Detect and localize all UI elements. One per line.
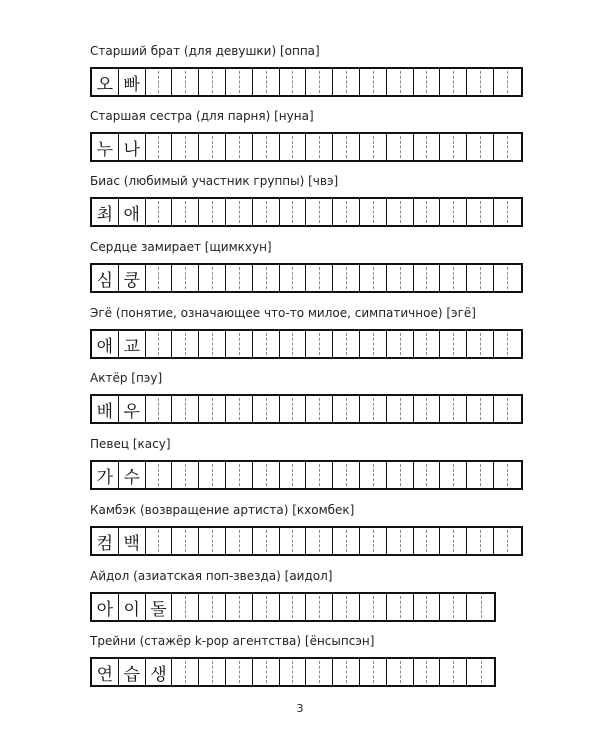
- vocab-label: Камбэк (возвращение артиста) [кхомбек]: [90, 503, 355, 517]
- practice-cell[interactable]: [414, 659, 441, 685]
- practice-cell[interactable]: [280, 331, 307, 357]
- vocab-entry: [90, 569, 496, 622]
- practice-cell[interactable]: [226, 528, 253, 554]
- practice-cell[interactable]: [360, 331, 387, 357]
- writing-grid: [90, 197, 523, 227]
- vocab-entry: [90, 240, 523, 293]
- practice-cell[interactable]: [414, 528, 441, 554]
- practice-cell[interactable]: [253, 331, 280, 357]
- practice-cell[interactable]: [306, 331, 333, 357]
- practice-cell[interactable]: [146, 134, 173, 160]
- vocab-entry: [90, 437, 523, 490]
- vocab-label: Биас (любимый участник группы) [чвэ]: [90, 174, 339, 188]
- practice-cell[interactable]: [172, 528, 199, 554]
- hangul-char-cell: 애: [119, 199, 146, 225]
- practice-cell[interactable]: [146, 69, 173, 95]
- practice-cell[interactable]: [306, 594, 333, 620]
- hangul-char-cell: 심: [92, 265, 119, 291]
- practice-cell[interactable]: [172, 69, 199, 95]
- writing-grid: [90, 460, 523, 490]
- practice-cell[interactable]: [414, 199, 441, 225]
- practice-cell[interactable]: [333, 199, 360, 225]
- practice-cell[interactable]: [360, 462, 387, 488]
- hangul-char-cell: 오: [92, 69, 119, 95]
- hangul-char-cell: 가: [92, 462, 119, 488]
- practice-cell[interactable]: [360, 199, 387, 225]
- practice-cell[interactable]: [494, 265, 521, 291]
- vocab-label: Сердце замирает [щимкхун]: [90, 240, 272, 254]
- practice-cell[interactable]: [440, 659, 467, 685]
- practice-cell[interactable]: [494, 69, 521, 95]
- practice-cell[interactable]: [306, 659, 333, 685]
- practice-cell[interactable]: [494, 134, 521, 160]
- hangul-char-cell: 배: [92, 396, 119, 422]
- practice-cell[interactable]: [253, 69, 280, 95]
- practice-cell[interactable]: [306, 396, 333, 422]
- hangul-char-cell: 백: [119, 528, 146, 554]
- practice-cell[interactable]: [199, 462, 226, 488]
- practice-cell[interactable]: [199, 265, 226, 291]
- vocab-label: Эгё (понятие, означающее что-то милое, симпатичное) [эгё]: [90, 306, 476, 320]
- writing-grid: [90, 526, 523, 556]
- practice-cell[interactable]: [467, 396, 494, 422]
- practice-cell[interactable]: [387, 396, 414, 422]
- practice-cell[interactable]: [306, 69, 333, 95]
- hangul-char-cell: 우: [119, 396, 146, 422]
- vocab-entry: [90, 503, 523, 556]
- vocab-entry: [90, 306, 523, 359]
- writing-grid: [90, 592, 496, 622]
- practice-cell[interactable]: [414, 265, 441, 291]
- practice-cell[interactable]: [440, 396, 467, 422]
- practice-cell[interactable]: [440, 134, 467, 160]
- practice-cell[interactable]: [280, 462, 307, 488]
- practice-cell[interactable]: [172, 265, 199, 291]
- writing-grid: [90, 394, 523, 424]
- hangul-char-cell: 습: [119, 659, 146, 685]
- practice-cell[interactable]: [146, 528, 173, 554]
- practice-cell[interactable]: [146, 396, 173, 422]
- practice-cell[interactable]: [494, 528, 521, 554]
- practice-cell[interactable]: [253, 462, 280, 488]
- practice-cell[interactable]: [226, 199, 253, 225]
- practice-cell[interactable]: [494, 199, 521, 225]
- vocab-label: Актёр [пэу]: [90, 371, 163, 385]
- practice-cell[interactable]: [333, 528, 360, 554]
- practice-cell[interactable]: [440, 265, 467, 291]
- practice-cell[interactable]: [280, 528, 307, 554]
- practice-cell[interactable]: [414, 69, 441, 95]
- practice-cell[interactable]: [387, 331, 414, 357]
- practice-cell[interactable]: [280, 396, 307, 422]
- practice-cell[interactable]: [467, 199, 494, 225]
- practice-cell[interactable]: [172, 396, 199, 422]
- practice-cell[interactable]: [440, 594, 467, 620]
- practice-cell[interactable]: [253, 528, 280, 554]
- vocab-entry: [90, 371, 523, 424]
- writing-grid: [90, 67, 523, 97]
- hangul-char-cell: 빠: [119, 69, 146, 95]
- practice-cell[interactable]: [199, 331, 226, 357]
- practice-cell[interactable]: [226, 265, 253, 291]
- practice-cell[interactable]: [253, 594, 280, 620]
- practice-cell[interactable]: [172, 462, 199, 488]
- practice-cell[interactable]: [467, 134, 494, 160]
- practice-cell[interactable]: [146, 199, 173, 225]
- practice-cell[interactable]: [172, 134, 199, 160]
- practice-cell[interactable]: [172, 659, 199, 685]
- practice-cell[interactable]: [387, 659, 414, 685]
- practice-cell[interactable]: [387, 594, 414, 620]
- practice-cell[interactable]: [467, 659, 494, 685]
- practice-cell[interactable]: [172, 331, 199, 357]
- practice-cell[interactable]: [333, 659, 360, 685]
- vocab-label: Трейни (стажёр k-pop агентства) [ёнсыпсэн]: [90, 634, 375, 648]
- hangul-char-cell: 최: [92, 199, 119, 225]
- hangul-char-cell: 돌: [146, 594, 173, 620]
- practice-cell[interactable]: [360, 265, 387, 291]
- practice-cell[interactable]: [172, 594, 199, 620]
- practice-cell[interactable]: [494, 331, 521, 357]
- practice-cell[interactable]: [199, 528, 226, 554]
- hangul-char-cell: 교: [119, 331, 146, 357]
- vocab-entry: [90, 634, 496, 687]
- practice-cell[interactable]: [146, 265, 173, 291]
- practice-cell[interactable]: [306, 462, 333, 488]
- practice-cell[interactable]: [280, 265, 307, 291]
- practice-cell[interactable]: [253, 265, 280, 291]
- practice-cell[interactable]: [146, 462, 173, 488]
- practice-cell[interactable]: [360, 69, 387, 95]
- writing-grid: [90, 657, 496, 687]
- hangul-char-cell: 이: [119, 594, 146, 620]
- practice-cell[interactable]: [333, 69, 360, 95]
- hangul-char-cell: 수: [119, 462, 146, 488]
- vocab-label: Певец [касу]: [90, 437, 171, 451]
- practice-cell[interactable]: [199, 199, 226, 225]
- practice-cell[interactable]: [306, 134, 333, 160]
- practice-cell[interactable]: [440, 528, 467, 554]
- hangul-char-cell: 나: [119, 134, 146, 160]
- practice-cell[interactable]: [146, 331, 173, 357]
- page-number: 3: [296, 702, 304, 715]
- practice-cell[interactable]: [253, 134, 280, 160]
- practice-cell[interactable]: [226, 331, 253, 357]
- vocab-label: Старшая сестра (для парня) [нуна]: [90, 109, 314, 123]
- practice-cell[interactable]: [387, 199, 414, 225]
- practice-cell[interactable]: [360, 659, 387, 685]
- practice-cell[interactable]: [333, 396, 360, 422]
- practice-cell[interactable]: [414, 462, 441, 488]
- practice-cell[interactable]: [172, 199, 199, 225]
- practice-cell[interactable]: [360, 594, 387, 620]
- practice-cell[interactable]: [387, 462, 414, 488]
- writing-grid: [90, 329, 523, 359]
- practice-cell[interactable]: [387, 134, 414, 160]
- practice-cell[interactable]: [226, 396, 253, 422]
- practice-cell[interactable]: [440, 462, 467, 488]
- practice-cell[interactable]: [414, 396, 441, 422]
- practice-cell[interactable]: [226, 462, 253, 488]
- vocab-label: Старший брат (для девушки) [оппа]: [90, 44, 320, 58]
- practice-cell[interactable]: [467, 69, 494, 95]
- practice-cell[interactable]: [387, 528, 414, 554]
- practice-cell[interactable]: [280, 199, 307, 225]
- practice-cell[interactable]: [360, 134, 387, 160]
- practice-cell[interactable]: [280, 594, 307, 620]
- practice-cell[interactable]: [333, 331, 360, 357]
- vocab-entry: [90, 44, 523, 97]
- hangul-char-cell: 연: [92, 659, 119, 685]
- practice-cell[interactable]: [226, 69, 253, 95]
- practice-cell[interactable]: [440, 331, 467, 357]
- practice-cell[interactable]: [199, 396, 226, 422]
- hangul-char-cell: 쿵: [119, 265, 146, 291]
- practice-cell[interactable]: [414, 331, 441, 357]
- practice-cell[interactable]: [440, 199, 467, 225]
- writing-grid: [90, 132, 523, 162]
- practice-cell[interactable]: [414, 134, 441, 160]
- practice-cell[interactable]: [467, 331, 494, 357]
- vocab-entry: [90, 109, 523, 162]
- practice-cell[interactable]: [253, 396, 280, 422]
- hangul-char-cell: 누: [92, 134, 119, 160]
- practice-cell[interactable]: [199, 69, 226, 95]
- practice-cell[interactable]: [387, 69, 414, 95]
- practice-cell[interactable]: [333, 134, 360, 160]
- vocab-label: Айдол (азиатская поп-звезда) [аидол]: [90, 569, 333, 583]
- practice-cell[interactable]: [226, 659, 253, 685]
- practice-cell[interactable]: [333, 594, 360, 620]
- practice-cell[interactable]: [306, 528, 333, 554]
- practice-cell[interactable]: [199, 594, 226, 620]
- practice-cell[interactable]: [333, 462, 360, 488]
- practice-cell[interactable]: [360, 396, 387, 422]
- practice-cell[interactable]: [440, 69, 467, 95]
- practice-cell[interactable]: [280, 659, 307, 685]
- practice-cell[interactable]: [414, 594, 441, 620]
- vocab-entry: [90, 174, 523, 227]
- practice-cell[interactable]: [467, 462, 494, 488]
- hangul-char-cell: 생: [146, 659, 173, 685]
- practice-cell[interactable]: [306, 199, 333, 225]
- practice-cell[interactable]: [226, 134, 253, 160]
- practice-cell[interactable]: [280, 69, 307, 95]
- writing-grid: [90, 263, 523, 293]
- practice-cell[interactable]: [253, 659, 280, 685]
- practice-cell[interactable]: [360, 528, 387, 554]
- practice-cell[interactable]: [226, 594, 253, 620]
- hangul-char-cell: 아: [92, 594, 119, 620]
- practice-cell[interactable]: [494, 396, 521, 422]
- practice-cell[interactable]: [199, 659, 226, 685]
- hangul-char-cell: 컴: [92, 528, 119, 554]
- practice-cell[interactable]: [387, 265, 414, 291]
- practice-cell[interactable]: [467, 265, 494, 291]
- practice-cell[interactable]: [199, 134, 226, 160]
- hangul-char-cell: 애: [92, 331, 119, 357]
- practice-cell[interactable]: [280, 134, 307, 160]
- practice-cell[interactable]: [467, 528, 494, 554]
- practice-cell[interactable]: [494, 462, 521, 488]
- practice-cell[interactable]: [253, 199, 280, 225]
- practice-cell[interactable]: [333, 265, 360, 291]
- practice-cell[interactable]: [306, 265, 333, 291]
- practice-cell[interactable]: [467, 594, 494, 620]
